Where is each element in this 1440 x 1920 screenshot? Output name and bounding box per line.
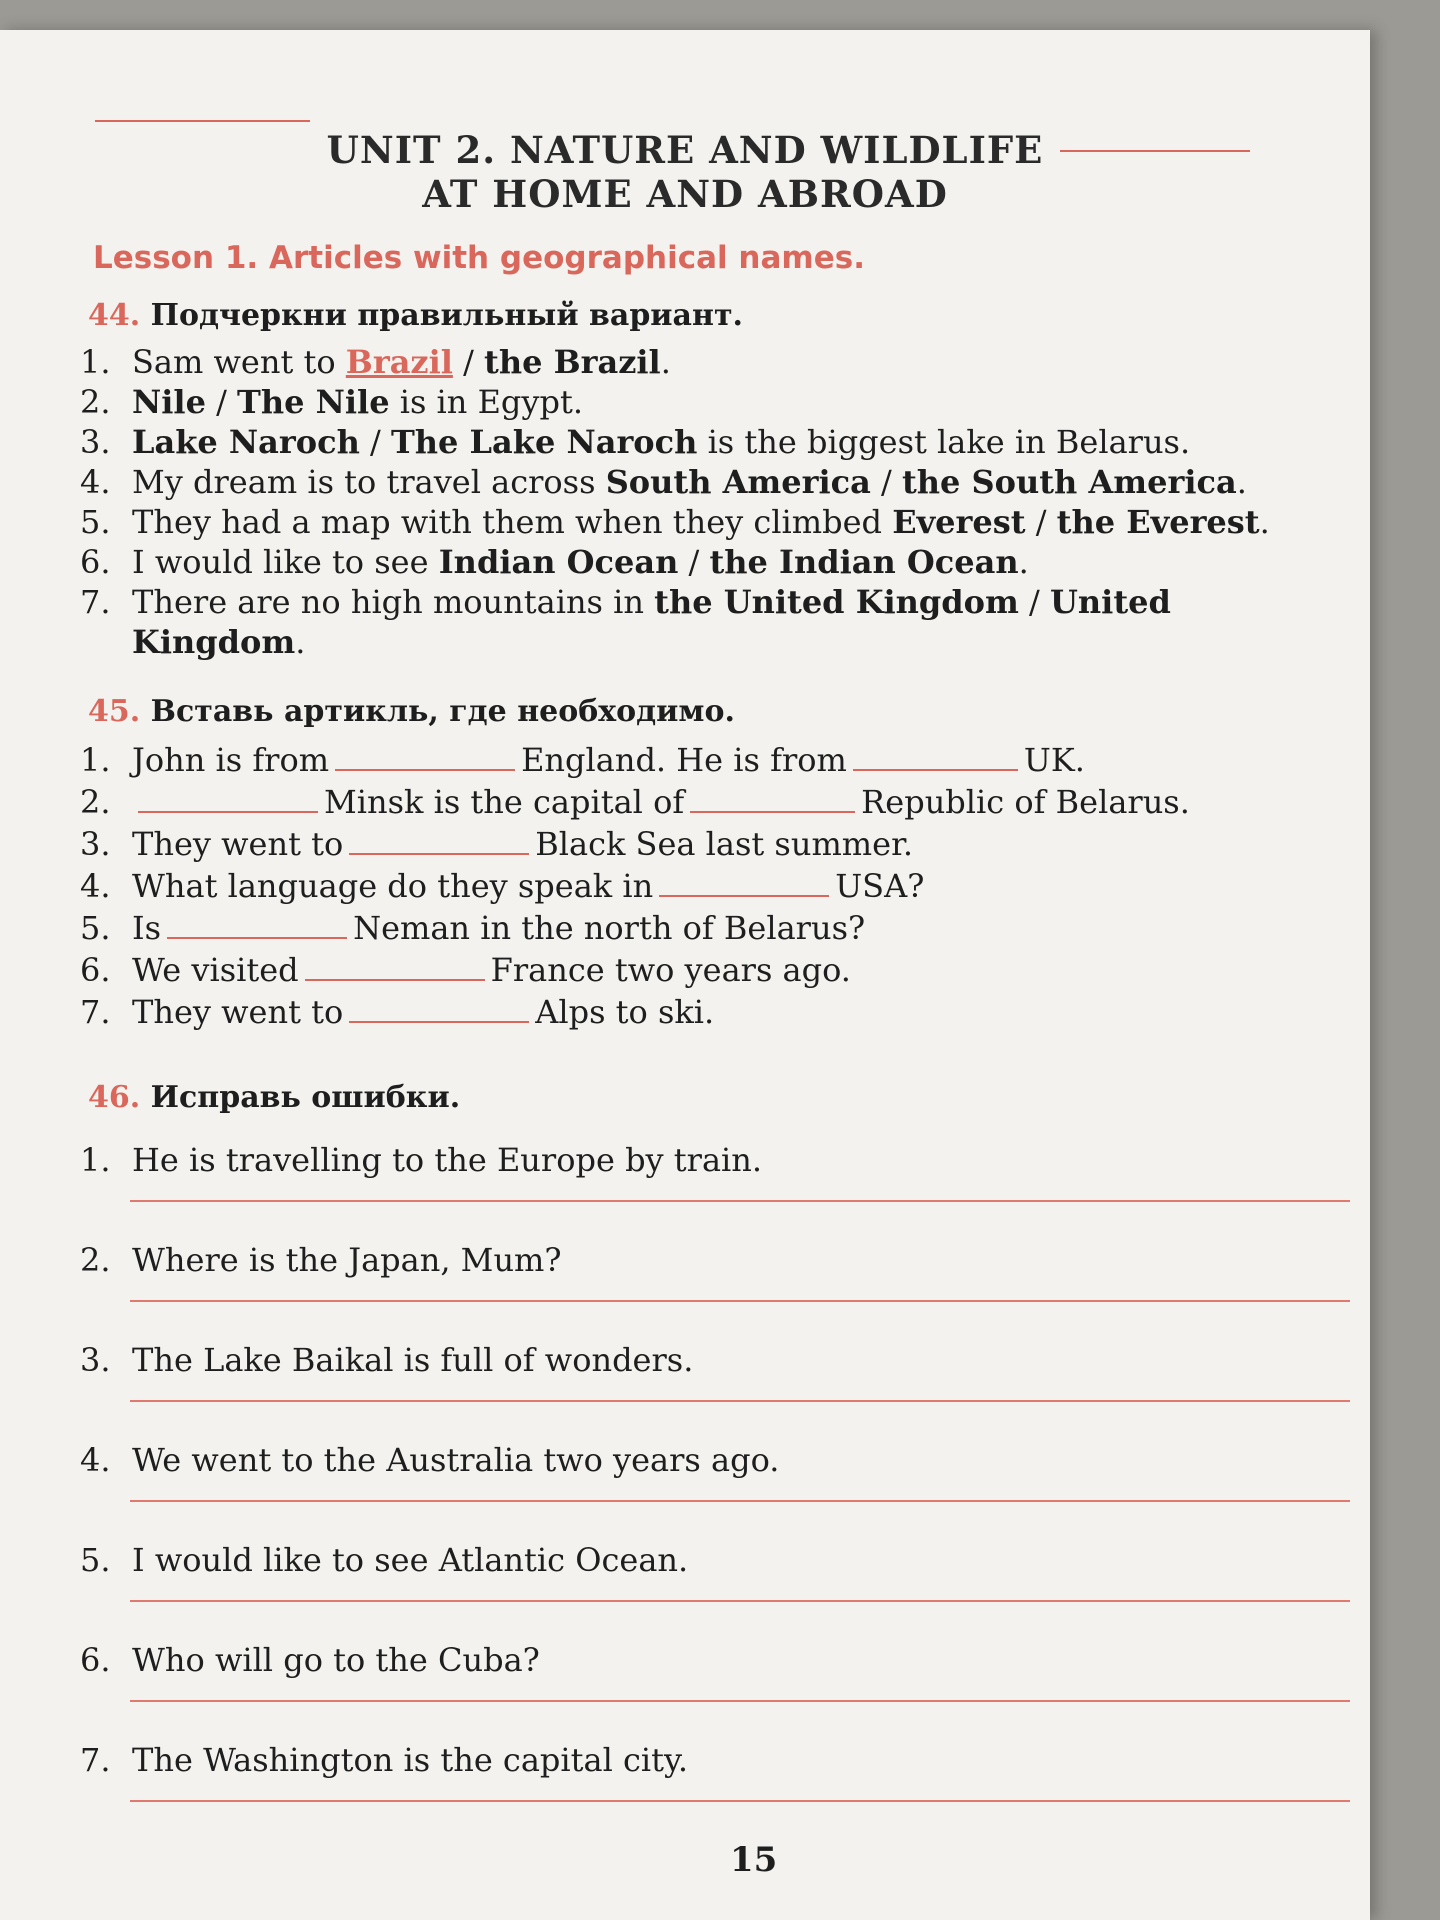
item-text: They went to — [132, 825, 344, 863]
option-a[interactable]: Lake Naroch — [132, 423, 360, 461]
ex45-item — [80, 866, 924, 906]
item-number: 2. — [80, 383, 111, 421]
ex46-item — [80, 1540, 688, 1580]
unit-title-line-1: UNIT 2. NATURE AND WILDLIFE — [326, 128, 1044, 172]
item-number: 4. — [80, 1441, 111, 1479]
item-number: 7. — [80, 1741, 111, 1779]
item-text: I would like to see Atlantic Ocean. — [132, 1541, 689, 1579]
item-text: Black Sea last summer. — [535, 825, 914, 863]
ex44-item[interactable] — [80, 542, 1029, 582]
header-rule-right — [1060, 150, 1250, 152]
item-text: . — [660, 343, 671, 381]
item-number: 1. — [80, 741, 111, 779]
item-number: 5. — [80, 909, 111, 947]
answer-blank[interactable] — [659, 867, 829, 897]
item-number: 6. — [80, 543, 111, 581]
item-text: France two years ago. — [490, 951, 851, 989]
answer-line[interactable] — [130, 1300, 1350, 1302]
ex44-item[interactable] — [80, 422, 1190, 462]
item-number: 2. — [80, 783, 111, 821]
item-number: 4. — [80, 867, 111, 905]
option-b[interactable]: the Indian Ocean — [709, 543, 1019, 581]
ex44-item-continuation — [80, 622, 305, 662]
answer-line[interactable] — [130, 1400, 1350, 1402]
separator: / — [359, 423, 391, 461]
item-text: Who will go to the Cuba? — [132, 1641, 540, 1679]
separator: / — [205, 383, 238, 421]
ex46-item — [80, 1340, 693, 1380]
ex45-item — [80, 992, 714, 1032]
item-text: . — [1259, 503, 1270, 541]
item-number: 1. — [80, 1141, 111, 1179]
ex44-item[interactable] — [80, 462, 1247, 502]
item-text: We went to the Australia two years ago. — [132, 1441, 780, 1479]
item-text: He is travelling to the Europe by train. — [132, 1141, 763, 1179]
exercise-46-heading — [88, 1080, 460, 1115]
answer-line[interactable] — [130, 1700, 1350, 1702]
item-number: 7. — [80, 993, 111, 1031]
item-text: Neman in the north of Belarus? — [353, 909, 866, 947]
item-text: They went to — [132, 993, 344, 1031]
item-number: 3. — [80, 423, 111, 461]
lesson-title: Lesson 1. Articles with geographical names. — [93, 240, 865, 276]
ex45-item — [80, 824, 913, 864]
item-text: . — [295, 623, 306, 661]
item-text: is the biggest lake in Belarus. — [697, 423, 1191, 461]
ex45-item — [80, 782, 1190, 822]
ex44-item[interactable] — [80, 502, 1270, 542]
separator: / — [452, 343, 485, 381]
option-b-continued[interactable]: Kingdom — [132, 623, 296, 661]
item-text: . — [1236, 463, 1247, 501]
option-a[interactable]: South America — [605, 463, 871, 501]
header-rule-left — [95, 120, 310, 122]
item-text: is in Egypt. — [389, 383, 583, 421]
item-text: The Washington is the capital city. — [132, 1741, 688, 1779]
separator: / — [1025, 503, 1057, 541]
item-text: What language do they speak in — [132, 867, 654, 905]
separator: / — [870, 463, 902, 501]
option-b[interactable]: the Brazil — [484, 343, 661, 381]
exercise-45-heading — [88, 694, 735, 729]
item-text: I would like to see — [132, 543, 439, 581]
option-b[interactable]: The Lake Naroch — [390, 423, 698, 461]
item-text: The Lake Baikal is full of wonders. — [132, 1341, 694, 1379]
answer-blank[interactable] — [138, 783, 318, 813]
item-text: . — [1018, 543, 1029, 581]
ex44-item[interactable] — [80, 342, 671, 382]
answer-blank[interactable] — [690, 783, 855, 813]
option-b[interactable]: the South America — [902, 463, 1237, 501]
answer-line[interactable] — [130, 1600, 1350, 1602]
item-text: There are no high mountains in — [132, 583, 655, 621]
ex45-item — [80, 740, 1085, 780]
ex45-item — [80, 908, 865, 948]
option-b[interactable]: The Nile — [237, 383, 390, 421]
ex46-item — [80, 1140, 762, 1180]
answer-blank[interactable] — [305, 951, 485, 981]
answer-line[interactable] — [130, 1500, 1350, 1502]
item-number: 3. — [80, 825, 111, 863]
item-text: USA? — [835, 867, 925, 905]
option-a[interactable]: the United Kingdom — [654, 583, 1019, 621]
item-text: Is — [132, 909, 162, 947]
item-number: 2. — [80, 1241, 111, 1279]
exercise-number: 46. — [88, 1080, 141, 1115]
page-number: 15 — [730, 1840, 778, 1880]
answer-blank[interactable] — [349, 825, 529, 855]
item-text: Republic of Belarus. — [861, 783, 1190, 821]
item-text: My dream is to travel across — [132, 463, 606, 501]
exercise-instruction: Подчеркни правильный вариант. — [150, 298, 743, 333]
exercise-44-heading — [88, 298, 743, 333]
exercise-instruction: Исправь ошибки. — [150, 1080, 461, 1115]
item-text: We visited — [132, 951, 299, 989]
item-text: England. He is from — [521, 741, 847, 779]
ex46-item — [80, 1740, 688, 1780]
item-text: Where is the Japan, Mum? — [132, 1241, 562, 1279]
option-a[interactable]: Nile — [132, 383, 206, 421]
item-number: 5. — [80, 503, 111, 541]
answer-line[interactable] — [130, 1200, 1350, 1202]
ex44-item[interactable] — [80, 582, 1171, 622]
item-number: 1. — [80, 343, 111, 381]
option-b[interactable]: the Everest — [1056, 503, 1260, 541]
item-number: 5. — [80, 1541, 111, 1579]
answer-blank[interactable] — [335, 741, 515, 771]
answer-blank[interactable] — [167, 909, 347, 939]
item-number: 6. — [80, 1641, 111, 1679]
option-a-underlined[interactable]: Brazil — [345, 343, 453, 381]
item-number: 7. — [80, 583, 111, 621]
answer-blank[interactable] — [853, 741, 1018, 771]
item-text: John is from — [132, 741, 330, 779]
option-a[interactable]: Everest — [892, 503, 1026, 541]
unit-title-line-2: AT HOME AND ABROAD — [422, 172, 948, 216]
exercise-number: 45. — [88, 694, 141, 729]
ex45-item — [80, 950, 851, 990]
option-a[interactable]: Indian Ocean — [438, 543, 679, 581]
item-number: 3. — [80, 1341, 111, 1379]
item-number: 6. — [80, 951, 111, 989]
option-b[interactable]: United — [1050, 583, 1171, 621]
answer-blank[interactable] — [349, 993, 529, 1023]
item-number: 4. — [80, 463, 111, 501]
separator: / — [678, 543, 710, 581]
answer-line[interactable] — [130, 1800, 1350, 1802]
exercise-number: 44. — [88, 298, 141, 333]
item-text: UK. — [1023, 741, 1085, 779]
textbook-page — [0, 30, 1370, 1920]
ex46-item — [80, 1640, 540, 1680]
exercise-instruction: Вставь артикль, где необходимо. — [150, 694, 735, 729]
ex46-item — [80, 1240, 562, 1280]
ex46-item — [80, 1440, 779, 1480]
item-text: They had a map with them when they climbed — [132, 503, 893, 541]
item-text: Sam went to — [132, 343, 346, 381]
separator: / — [1018, 583, 1050, 621]
item-text: Minsk is the capital of — [324, 783, 685, 821]
ex44-item[interactable] — [80, 382, 583, 422]
item-text: Alps to ski. — [535, 993, 715, 1031]
